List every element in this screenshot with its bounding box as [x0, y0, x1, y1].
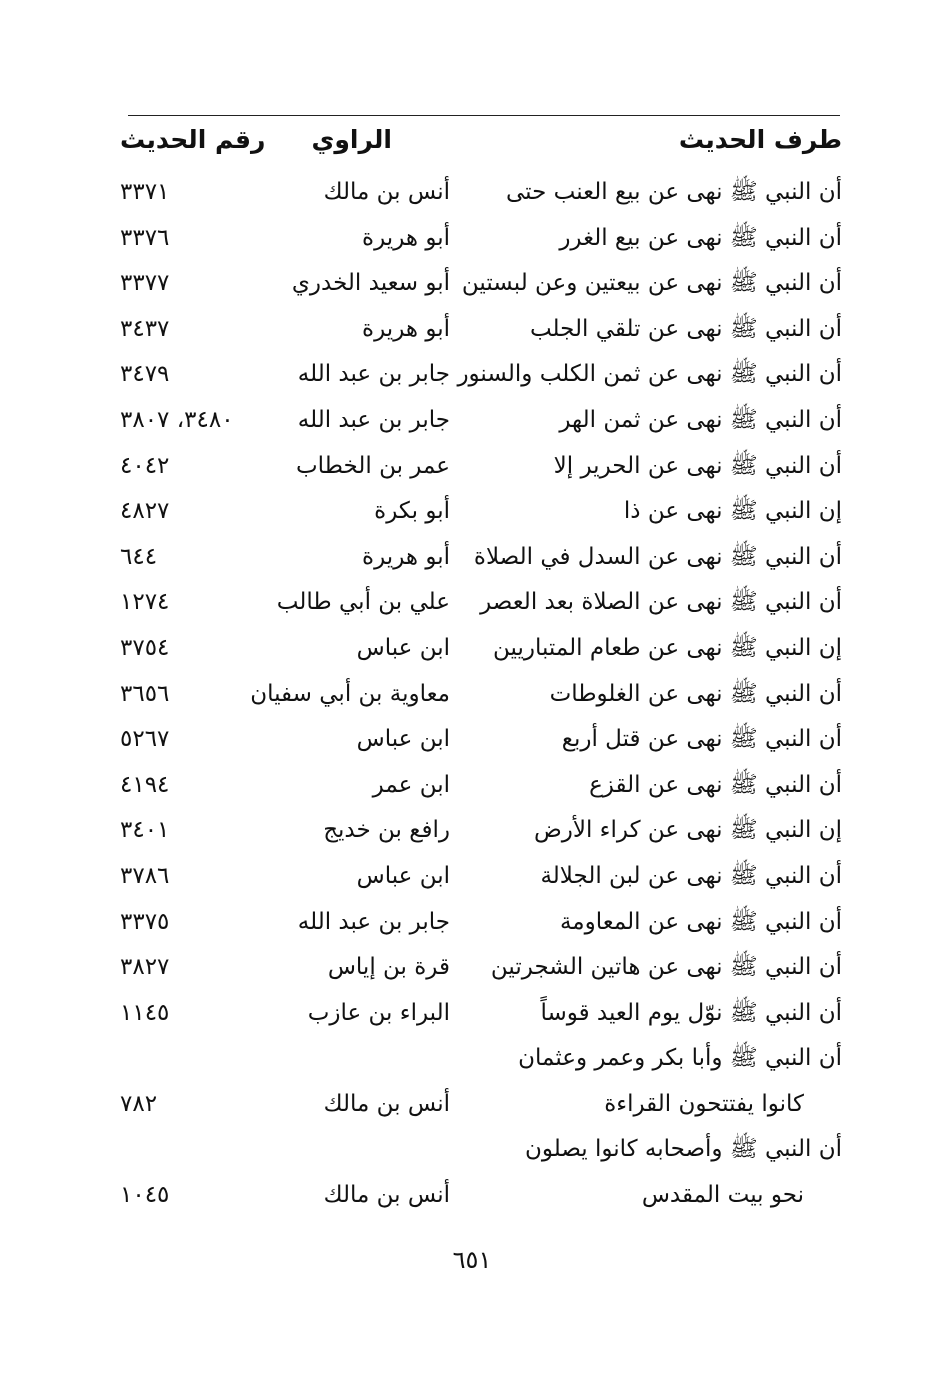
hadith-number: ٦٤٤	[120, 543, 158, 570]
hadith-number: ٣٤٧٩	[120, 361, 170, 388]
list-item	[120, 1127, 842, 1173]
narrator-name: البراء بن عازب	[307, 999, 450, 1026]
narrator-name: أبو سعيد الخدري	[291, 270, 450, 297]
narrator-name: جابر بن عبد الله	[297, 361, 450, 388]
hadith-text: أن النبي ﷺ نهى عن القزع	[589, 771, 842, 798]
list-item	[120, 170, 842, 216]
list-item	[120, 945, 842, 991]
narrator-name: علي بن أبي طالب	[276, 589, 450, 616]
hadith-number: ٣٣٧٧	[120, 270, 170, 297]
narrator-name: أبو هريرة	[362, 543, 450, 570]
narrator-name: أبو هريرة	[362, 224, 450, 251]
narrator-name: أنس بن مالك	[323, 1090, 450, 1117]
list-item	[120, 1082, 842, 1128]
header-number-label: رقم الحديث	[120, 125, 266, 154]
header-hadith-label: طرف الحديث	[678, 125, 842, 154]
list-item	[120, 307, 842, 353]
table-header	[120, 120, 842, 160]
narrator-name: عمر بن الخطاب	[295, 452, 450, 479]
list-item	[120, 672, 842, 718]
list-item	[120, 808, 842, 854]
hadith-number: ٧٨٢	[120, 1090, 158, 1117]
narrator-name: رافع بن خديج	[323, 817, 450, 844]
page-number: ٦٥١	[452, 1246, 492, 1274]
list-item	[120, 444, 842, 490]
hadith-number: ٣٧٨٦	[120, 862, 170, 889]
narrator-name: أبو هريرة	[362, 315, 450, 342]
hadith-number: ٤١٩٤	[120, 771, 170, 798]
hadith-text: إن النبي ﷺ نهى عن ذا	[623, 498, 842, 525]
header-narrator-label: الراوي	[311, 125, 392, 154]
hadith-text: أن النبي ﷺ نهى عن ثمن الهر	[559, 406, 842, 433]
top-rule	[128, 115, 840, 116]
narrator-name: جابر بن عبد الله	[297, 406, 450, 433]
hadith-text: أن النبي ﷺ نهى عن بيع العنب حتى	[505, 179, 842, 205]
list-item	[120, 1036, 842, 1082]
list-item	[120, 261, 842, 307]
narrator-name: معاوية بن أبي سفيان	[250, 680, 450, 707]
hadith-number: ١٠٤٥	[120, 1182, 170, 1209]
narrator-name: ابن عباس	[356, 862, 450, 889]
hadith-text: أن النبي ﷺ وأبا بكر وعمر وعثمان	[518, 1045, 842, 1072]
hadith-number: ٣٧٥٤	[120, 634, 170, 661]
hadith-text: أن النبي ﷺ وأصحابه كانوا يصلون	[524, 1136, 842, 1163]
list-item	[120, 717, 842, 763]
list-item	[120, 535, 842, 581]
hadith-number: ٣٣٧٦	[120, 224, 170, 251]
hadith-number: ٣٣٧٥	[120, 908, 170, 935]
hadith-text: أن النبي ﷺ نهى عن الغلوطات	[549, 680, 842, 707]
hadith-text: أن النبي ﷺ نهى عن تلقي الجلب	[529, 315, 842, 342]
list-item	[120, 991, 842, 1037]
list-item	[120, 1173, 842, 1219]
list-item	[120, 352, 842, 398]
hadith-text: أن النبي ﷺ نهى عن المعاومة	[559, 908, 842, 935]
hadith-number: ٤٨٢٧	[120, 498, 170, 525]
narrator-name: جابر بن عبد الله	[297, 908, 450, 935]
narrator-name: ابن عباس	[356, 634, 450, 661]
narrator-name: ابن عمر	[372, 771, 450, 798]
hadith-number: ١١٤٥	[120, 999, 170, 1026]
hadith-text: أن النبي ﷺ نهى عن السدل في الصلاة	[473, 543, 842, 570]
narrator-name: أنس بن مالك	[323, 1182, 450, 1209]
hadith-number: ١٢٧٤	[120, 589, 170, 616]
hadith-text: أن النبي ﷺ نهى عن الحرير إلا	[553, 452, 842, 479]
hadith-text: أن النبي ﷺ نهى عن بيع الغرر	[559, 224, 842, 251]
list-item	[120, 580, 842, 626]
hadith-number: ٣٨٢٧	[120, 954, 170, 981]
hadith-text: كانوا يفتتحون القراءة	[604, 1090, 804, 1117]
hadith-text: أن النبي ﷺ نهى عن ثمن الكلب والسنور	[457, 361, 842, 388]
narrator-name: أنس بن مالك	[323, 179, 450, 205]
hadith-text: أن النبي ﷺ نهى عن قتل أربع	[561, 726, 842, 753]
list-item	[120, 398, 842, 444]
list-item	[120, 489, 842, 535]
hadith-number: ٥٢٦٧	[120, 726, 170, 753]
hadith-text: أن النبي ﷺ نوّل يوم العيد قوساً	[540, 999, 842, 1026]
hadith-text: أن النبي ﷺ نهى عن هاتين الشجرتين	[490, 954, 842, 981]
hadith-number: ٣٤٠١	[120, 817, 170, 844]
hadith-number: ٤٠٤٢	[120, 452, 170, 479]
list-item	[120, 763, 842, 809]
hadith-text: نحو بيت المقدس	[641, 1182, 804, 1209]
list-item	[120, 216, 842, 262]
hadith-text: أن النبي ﷺ نهى عن لبن الجلالة	[540, 862, 842, 889]
narrator-name: ابن عباس	[356, 726, 450, 753]
list-item	[120, 626, 842, 672]
hadith-text: أن النبي ﷺ نهى عن الصلاة بعد العصر	[480, 589, 842, 616]
hadith-text: إن النبي ﷺ نهى عن كراء الأرض	[533, 817, 842, 844]
list-item	[120, 900, 842, 946]
list-item	[120, 854, 842, 900]
hadith-text: أن النبي ﷺ نهى عن بيعتين وعن لبستين	[461, 270, 842, 297]
narrator-name: قرة بن إياس	[327, 954, 450, 981]
narrator-name: أبو بكرة	[374, 498, 450, 525]
hadith-number: ٣٣٧١	[120, 179, 170, 205]
hadith-number: ٣٤٣٧	[120, 315, 170, 342]
hadith-number: ٣٦٥٦	[120, 680, 170, 707]
hadith-index-list	[120, 170, 842, 1219]
hadith-text: إن النبي ﷺ نهى عن طعام المتباريين	[493, 634, 842, 661]
hadith-number: ٣٤٨٠، ٣٨٠٧	[120, 406, 234, 433]
